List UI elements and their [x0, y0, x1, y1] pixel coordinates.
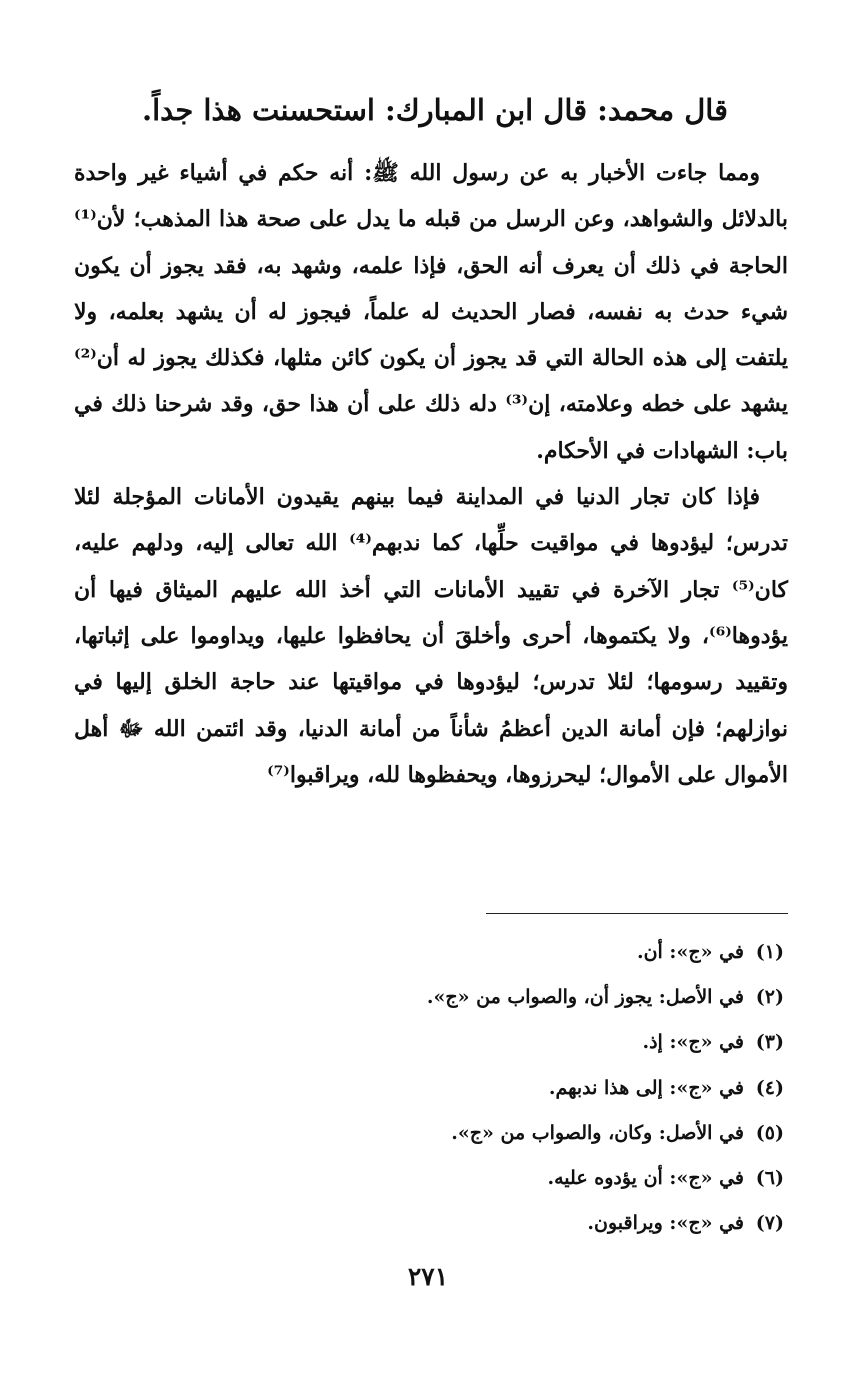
footnote-number: (١)	[755, 941, 784, 963]
footnote-text: في الأصل: يجوز أن، والصواب من «ج».	[426, 986, 744, 1009]
footnote-text: في «ج»: إذ.	[642, 1031, 744, 1054]
paragraph-1: ومما جاءت الأخبار به عن رسول الله ﷺ: أنه حكم في أشياء غير واحدة بالدلائل والشواهد، وعن الرسل من قبله ما يدل على صحة هذا المذهب؛ لأن⁽¹⁾ الحاجة في ذلك أن يعرف أنه الحق، فإذا علمه، وشهد به، فقد يجوز أن يكون شيء حدث به نفسه، فصار الحديث له علماً، فيجوز له أن يشهد بعلمه، ولا يلتفت إلى هذه الحالة التي قد يجوز أن يكون كائن مثلها، فكذلك يجوز له أن⁽²⁾ يشهد على خطه وعلامته، إن⁽³⁾ دله ذلك على أن هذا حق، وقد شرحنا ذلك في باب: الشهادات في الأحكام.	[74, 160, 789, 464]
footnote-text: في الأصل: وكان، والصواب من «ج».	[451, 1121, 744, 1144]
footnote-6	[164, 1156, 784, 1201]
footnote-number: (٢)	[755, 986, 784, 1009]
footnote-text: في «ج»: أن.	[636, 941, 744, 963]
footnote-4	[164, 1066, 784, 1111]
footnote-number: (٤)	[755, 1076, 784, 1099]
footnote-divider	[486, 913, 788, 914]
page-heading: قال محمد: قال ابن المبارك: استحسنت هذا جداً.	[141, 93, 728, 127]
footnote-number: (٣)	[755, 1031, 784, 1054]
footnote-2	[164, 975, 784, 1020]
footnote-number: (٥)	[755, 1121, 784, 1144]
footnote-text: في «ج»: ويراقبون.	[587, 1212, 744, 1235]
footnote-7	[164, 1201, 784, 1246]
main-text	[74, 150, 788, 798]
page-number: ٢٧١	[407, 1262, 449, 1291]
paragraph-2: فإذا كان تجار الدنيا في المداينة فيما بينهم يقيدون الأمانات المؤجلة لئلا تدرس؛ ليؤدوها في مواقيت حلِّها، كما ندبهم⁽⁴⁾ الله تعالى إليه، ودلهم عليه، كان⁽⁵⁾ تجار الآخرة في تقييد الأمانات التي أخذ الله عليهم الميثاق فيها أن يؤدوها⁽⁶⁾، ولا يكتموها، أحرى وأخلقَ أن يحافظوا عليها، ويداوموا على إثباتها، وتقييد رسومها؛ لئلا تدرس؛ ليؤدوها في مواقيتها عند حاجة الخلق إليها في نوازلهم؛ فإن أمانة الدين أعظمُ شأناً من أمانة الدنيا، وقد ائتمن الله ﷻ أهل الأموال على الأموال؛ ليحرزوها، ويحفظوها لله، ويراقبوا⁽⁷⁾	[74, 484, 788, 788]
footnote-3	[164, 1020, 784, 1065]
footnote-5	[164, 1111, 784, 1156]
footnotes-list	[164, 930, 784, 1246]
footnote-1	[164, 930, 784, 975]
footnote-number: (٧)	[755, 1212, 784, 1235]
footnote-number: (٦)	[755, 1167, 784, 1190]
footnote-text: في «ج»: أن يؤدوه عليه.	[547, 1167, 744, 1190]
footnote-text: في «ج»: إلى هذا ندبهم.	[548, 1076, 744, 1099]
